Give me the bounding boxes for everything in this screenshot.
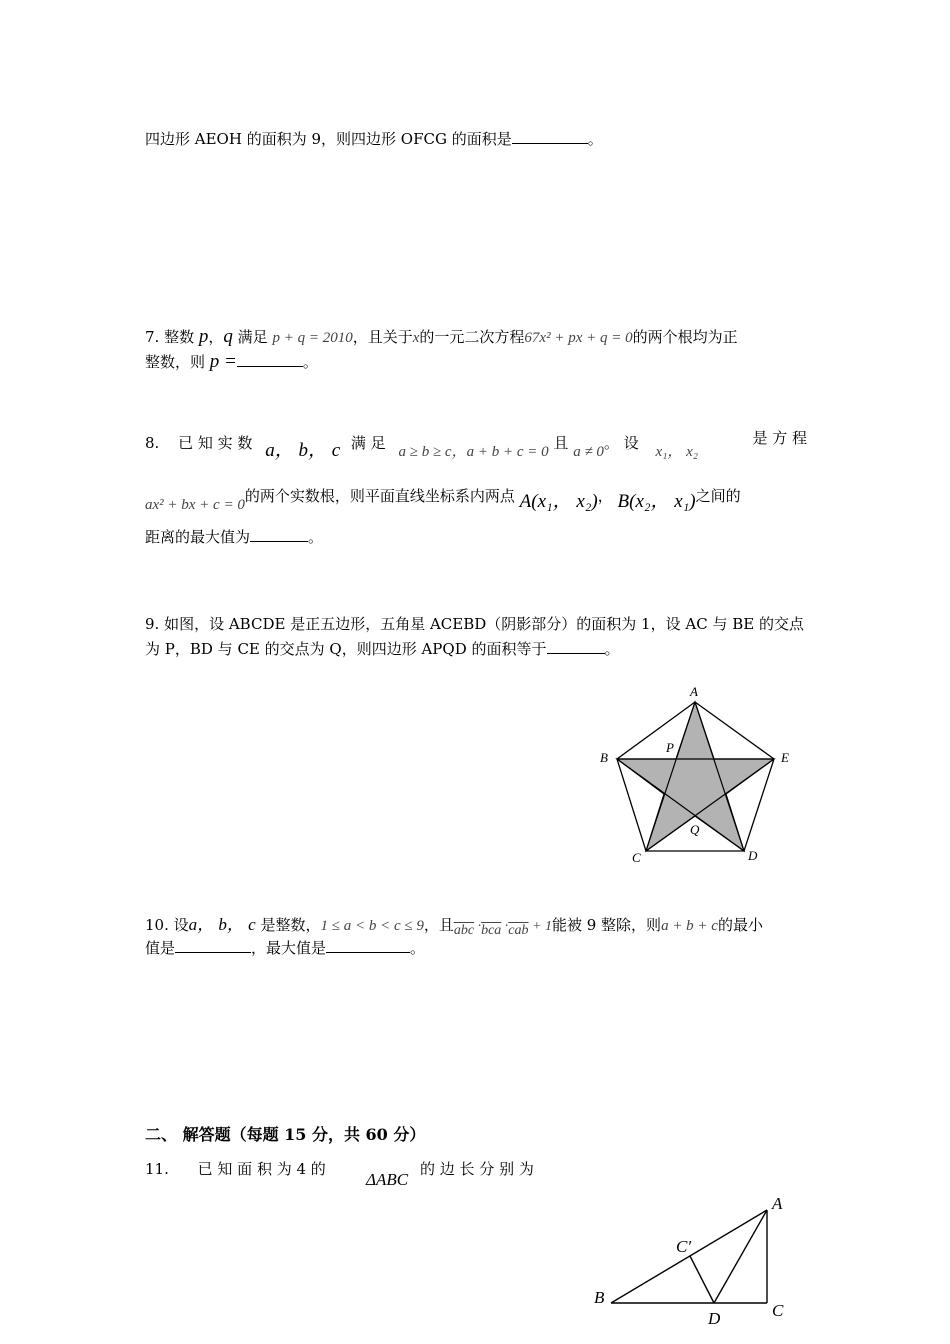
label-c: C (772, 1301, 784, 1320)
q9-line2: 为 P，BD 与 CE 的交点为 Q，则四边形 APQD 的面积等于 。 (145, 640, 620, 658)
q8-line1: 8. 已 知 实 数 a， b， c 满 足 a ≥ b ≥ c，a + b + c = 0 且 a ≠ 0。 设 x₁， x₂ 是 方 程 (145, 429, 807, 461)
label-b: B (594, 1288, 605, 1307)
q9-line1: 9. 如图，设 ABCDE 是正五边形，五角星 ACEBD（阴影部分）的面积为 1，设 AC 与 BE 的交点 (145, 615, 804, 633)
q7-condition: p + q = 2010 (272, 330, 353, 346)
q10-line1: 10. 设a， b， c 是整数，1 ≤ a < b < c ≤ 9，且$\overline{abc} \cdot\overline{bca} \cdot\overline{cab} + 1$能被 9 整除，则a + b + c的最小 (145, 915, 763, 938)
section2-title: 二、 解答题（每题 15 分，共 60 分） (145, 1125, 426, 1144)
label-d: D (748, 848, 758, 863)
q8-point-a: A(x₁， x₂) (519, 491, 598, 512)
q10-line2: 值是 ，最大值是 。 (145, 939, 426, 957)
q6-text: 四边形 AEOH 的面积为 9，则四边形 OFCG 的面积是 (145, 130, 512, 148)
label-b: B (600, 750, 608, 765)
q8-line3: 距离的最大值为 。 (145, 528, 324, 546)
q9-pentagon-figure (590, 680, 800, 870)
q9-answer-blank[interactable] (547, 639, 605, 654)
q8-answer-blank[interactable] (250, 527, 308, 542)
label-q: Q (690, 822, 700, 837)
q6-tail: 四边形 AEOH 的面积为 9，则四边形 OFCG 的面积是 。 (145, 130, 603, 148)
label-c: C (632, 850, 641, 865)
label-a: A (772, 1194, 783, 1213)
q11-line1: 11. 已 知 面 积 为 4 的 (145, 1160, 326, 1178)
q6-answer-blank[interactable] (512, 129, 588, 144)
q10-expression: $\overline{abc} \cdot\overline{bca} \cdot\overline{cab} + 1$ (453, 919, 552, 938)
q10-max-blank[interactable] (326, 938, 410, 953)
q11-line1b: 的 边 长 分 别 为 (420, 1160, 534, 1178)
label-a: A (690, 684, 698, 699)
q7-equation: 67x² + px + q = 0 (524, 330, 633, 346)
q11-triangle: ΔABC (366, 1170, 409, 1189)
q10-min-blank[interactable] (175, 938, 251, 953)
q8-equation: ax² + bx + c = 0 (145, 497, 245, 513)
q10-condition: 1 ≤ a < b < c ≤ 9 (320, 918, 424, 934)
label-e: E (781, 750, 789, 765)
label-d: D (708, 1309, 721, 1328)
q7-line2: 整数，则 p = 。 (145, 351, 318, 372)
q7-answer-blank[interactable] (237, 352, 303, 367)
line-cpd (690, 1256, 714, 1303)
q8-point-b: B(x₂， x₁) (617, 491, 696, 512)
label-c-prime: C′ (676, 1237, 692, 1256)
q8-line2: ax² + bx + c = 0的两个实数根，则平面直线坐标系内两点 A(x₁， x₂)， B(x₂， x₁)之间的 (145, 487, 741, 513)
line-ab (611, 1210, 767, 1303)
label-p: P (666, 740, 674, 755)
q7-line1: 7. 整数 p，q 满足 p + q = 2010，且关于x的一元二次方程67x² + px + q = 0的两个根均为正 (145, 326, 738, 347)
q11-triangle-figure (590, 1188, 800, 1338)
line-ad (714, 1210, 767, 1303)
